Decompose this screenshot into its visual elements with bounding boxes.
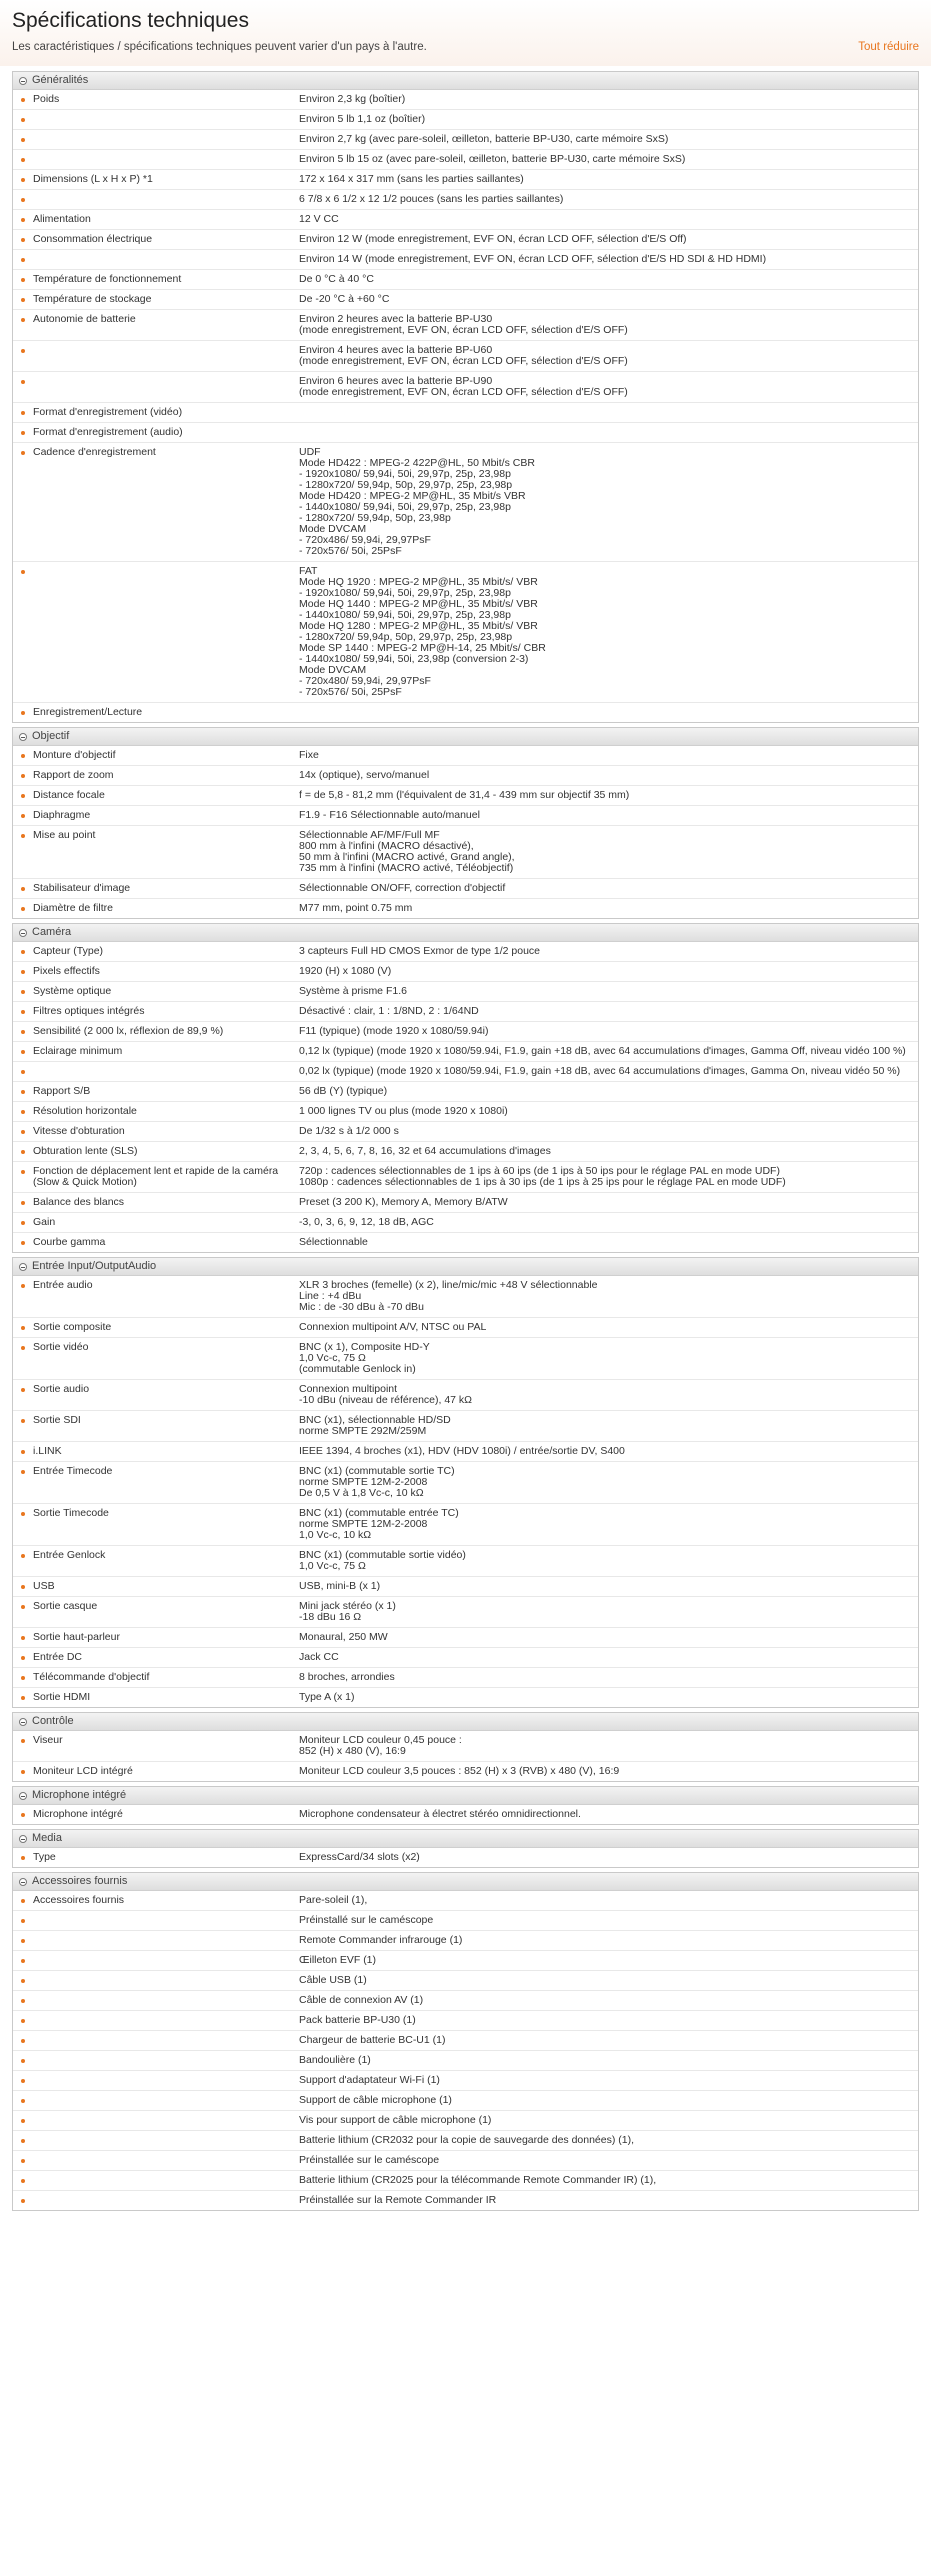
spec-row — [13, 1687, 918, 1707]
spec-row — [13, 746, 918, 765]
spec-section — [12, 1786, 919, 1825]
spec-label: Sensibilité (2 000 lx, réflexion de 89,9 %) — [13, 1022, 297, 1041]
spec-label: Télécommande d'objectif — [13, 1668, 297, 1687]
spec-value: Preset (3 200 K), Memory A, Memory B/ATW — [299, 1196, 508, 1208]
spec-label — [13, 130, 297, 149]
spec-row — [13, 1001, 918, 1021]
section-header[interactable] — [13, 1830, 918, 1848]
collapse-minus-icon[interactable] — [19, 1718, 27, 1726]
section-title: Caméra — [32, 926, 72, 938]
spec-value: 0,12 lx (typique) (mode 1920 x 1080/59.94i, F1.9, gain +18 dB, avec 64 accumulations d'images, Gamma Off, niveau vidéo 100 %) — [299, 1045, 906, 1057]
spec-label: Poids — [13, 90, 297, 109]
spec-label — [13, 110, 297, 129]
spec-label: Consommation électrique — [13, 230, 297, 249]
spec-row — [13, 2070, 918, 2090]
spec-value: Environ 2,7 kg (avec pare-soleil, œilleton, batterie BP-U30, carte mémoire SxS) — [299, 133, 669, 145]
spec-label — [13, 2071, 297, 2090]
collapse-minus-icon[interactable] — [19, 733, 27, 741]
spec-label: Capteur (Type) — [13, 942, 297, 961]
spec-label: Résolution horizontale — [13, 1102, 297, 1121]
spec-value: Batterie lithium (CR2025 pour la télécommande Remote Commander IR) (1), — [299, 2174, 657, 2186]
spec-label — [13, 2151, 297, 2170]
section-title: Media — [32, 1832, 62, 1844]
spec-row — [13, 402, 918, 422]
spec-value: ExpressCard/34 slots (x2) — [299, 1851, 420, 1863]
spec-label: Type — [13, 1848, 297, 1867]
section-body — [13, 1276, 918, 1707]
spec-row — [13, 1061, 918, 1081]
spec-label: Sortie audio — [13, 1380, 297, 1410]
spec-row — [13, 1576, 918, 1596]
spec-label — [13, 1062, 297, 1081]
section-body — [13, 90, 918, 722]
spec-value: Préinstallé sur le caméscope — [299, 1914, 434, 1926]
spec-row — [13, 90, 918, 109]
spec-row — [13, 1101, 918, 1121]
spec-label: Sortie Timecode — [13, 1504, 297, 1545]
spec-value: Système à prisme F1.6 — [299, 985, 407, 997]
spec-row — [13, 1232, 918, 1252]
spec-label: Diaphragme — [13, 806, 297, 825]
section-title: Objectif — [32, 730, 70, 742]
spec-row — [13, 149, 918, 169]
spec-value: 56 dB (Y) (typique) — [299, 1085, 388, 1097]
spec-value: De 0 °C à 40 °C — [299, 273, 374, 285]
spec-value: 14x (optique), servo/manuel — [299, 769, 430, 781]
spec-label — [13, 2131, 297, 2150]
spec-label: Sortie SDI — [13, 1411, 297, 1441]
spec-value: Fixe — [299, 749, 319, 761]
spec-row — [13, 309, 918, 340]
spec-row — [13, 981, 918, 1001]
spec-row — [13, 1970, 918, 1990]
spec-value: De -20 °C à +60 °C — [299, 293, 390, 305]
section-body — [13, 1848, 918, 1867]
spec-label — [13, 2191, 297, 2210]
spec-value: Moniteur LCD couleur 3,5 pouces : 852 (H) x 3 (RVB) x 480 (V), 16:9 — [299, 1765, 620, 1777]
spec-value: F1.9 - F16 Sélectionnable auto/manuel — [299, 809, 480, 821]
spec-row — [13, 1503, 918, 1545]
spec-label: Accessoires fournis — [13, 1891, 297, 1910]
section-header[interactable] — [13, 728, 918, 746]
spec-value: Désactivé : clair, 1 : 1/8ND, 2 : 1/64ND — [299, 1005, 479, 1017]
spec-label: Moniteur LCD intégré — [13, 1762, 297, 1781]
spec-row — [13, 1805, 918, 1824]
spec-value: Environ 12 W (mode enregistrement, EVF ON, écran LCD OFF, sélection d'E/S Off) — [299, 233, 687, 245]
section-title: Microphone intégré — [32, 1789, 127, 1801]
spec-value: Environ 14 W (mode enregistrement, EVF ON, écran LCD OFF, sélection d'E/S HD SDI & HD HDMI) — [299, 253, 767, 265]
spec-label — [13, 2031, 297, 2050]
spec-value: F11 (typique) (mode 1920 x 1080/59.94i) — [299, 1025, 489, 1037]
spec-value: FAT Mode HQ 1920 : MPEG-2 MP@HL, 35 Mbit/s/ VBR - 1920x1080/ 59,94i, 50i, 29,97p, 25p, 23,98p Mode HQ 1440 : MPEG-2 MP@HL, 35 Mbit/s/ VBR - 1440x1080/ 59,94i, 50i, 29,97p, 25p, 23,98p Mode HQ 1280 : MPEG-2 MP@HL, 35 Mbit/s/ VBR - 1280x720/ 59,94p, 50p, 29,97p, 25p, 23,98p Mode SP 1440 : MPEG-2 MP@H-14, 25 Mbit/s/ CBR - 1440x1080/ 59,94i, 50i, 23,98p (conversion 2-3) Mode DVCAM - 720x480/ 59,94i, 29,97PsF - 720x576/ 50i, 25PsF — [299, 565, 546, 698]
spec-value: Bandoulière (1) — [299, 2054, 371, 2066]
spec-label: Vitesse d'obturation — [13, 1122, 297, 1141]
spec-row — [13, 1021, 918, 1041]
spec-value: 3 capteurs Full HD CMOS Exmor de type 1/2 pouce — [299, 945, 541, 957]
spec-value: 8 broches, arrondies — [299, 1671, 395, 1683]
spec-label: Stabilisateur d'image — [13, 879, 297, 898]
spec-label: Sortie vidéo — [13, 1338, 297, 1379]
spec-label: Système optique — [13, 982, 297, 1001]
spec-value: UDF Mode HD422 : MPEG-2 422P@HL, 50 Mbit/s CBR - 1920x1080/ 59,94i, 50i, 29,97p, 25p, 23,98p - 1280x720/ 59,94p, 50p, 29,97p, 25p, 23,98p Mode HD420 : MPEG-2 MP@HL, 35 Mbit/s VBR - 1440x1080/ 59,94i, 50i, 29,97p, 25p, 23,98p - 1280x720/ 59,94p, 50p, 23,98p Mode DVCAM - 720x486/ 59,94i, 29,97PsF - 720x576/ 50i, 25PsF — [299, 446, 535, 557]
spec-value: 6 7/8 x 6 1/2 x 12 1/2 pouces (sans les parties saillantes) — [299, 193, 564, 205]
spec-row — [13, 1379, 918, 1410]
spec-row — [13, 1731, 918, 1761]
spec-row — [13, 1891, 918, 1910]
spec-row — [13, 1192, 918, 1212]
spec-row — [13, 1461, 918, 1503]
spec-value: 1920 (H) x 1080 (V) — [299, 965, 392, 977]
spec-row — [13, 1337, 918, 1379]
spec-value: Préinstallée sur la Remote Commander IR — [299, 2194, 497, 2206]
spec-row — [13, 129, 918, 149]
section-header[interactable] — [13, 72, 918, 90]
spec-label: Eclairage minimum — [13, 1042, 297, 1061]
spec-value: BNC (x1) (commutable sortie vidéo) 1,0 Vc-c, 75 Ω — [299, 1549, 466, 1572]
spec-label: Pixels effectifs — [13, 962, 297, 981]
spec-row — [13, 340, 918, 371]
section-title: Contrôle — [32, 1715, 74, 1727]
spec-value: Environ 5 lb 1,1 oz (boîtier) — [299, 113, 426, 125]
spec-value: Jack CC — [299, 1651, 339, 1663]
spec-section — [12, 1829, 919, 1868]
collapse-minus-icon[interactable] — [19, 77, 27, 85]
spec-row — [13, 1848, 918, 1867]
spec-value: Œilleton EVF (1) — [299, 1954, 377, 1966]
spec-row — [13, 1930, 918, 1950]
spec-row — [13, 1441, 918, 1461]
spec-label: Courbe gamma — [13, 1233, 297, 1252]
spec-label: Monture d'objectif — [13, 746, 297, 765]
spec-label — [13, 2011, 297, 2030]
spec-section — [12, 727, 919, 919]
spec-row — [13, 942, 918, 961]
spec-row — [13, 2110, 918, 2130]
section-header[interactable] — [13, 924, 918, 942]
spec-row — [13, 825, 918, 878]
spec-value: 720p : cadences sélectionnables de 1 ips à 60 ips (de 1 ips à 50 ips pour le réglage PAL en mode UDF) 1080p : cadences sélectionnables de 1 ips à 30 ips (de 1 ips à 25 ips pour le réglage PAL en mode UDF) — [299, 1165, 786, 1188]
collapse-minus-icon[interactable] — [19, 1792, 27, 1800]
spec-label: Microphone intégré — [13, 1805, 297, 1824]
spec-row — [13, 961, 918, 981]
section-title: Accessoires fournis — [32, 1875, 128, 1887]
spec-value: Environ 6 heures avec la batterie BP-U90 (mode enregistrement, EVF ON, écran LCD OFF, sélection d'E/S OFF) — [299, 375, 628, 398]
spec-label: Température de fonctionnement — [13, 270, 297, 289]
spec-row — [13, 2010, 918, 2030]
spec-row — [13, 1545, 918, 1576]
spec-label: Enregistrement/Lecture — [13, 703, 297, 722]
collapse-minus-icon[interactable] — [19, 1835, 27, 1843]
spec-value: BNC (x 1), Composite HD-Y 1,0 Vc-c, 75 Ω (commutable Genlock in) — [299, 1341, 430, 1375]
collapse-minus-icon[interactable] — [19, 1263, 27, 1271]
spec-value: Support de câble microphone (1) — [299, 2094, 452, 2106]
section-body — [13, 1731, 918, 1781]
spec-value: Type A (x 1) — [299, 1691, 355, 1703]
spec-value: Préinstallée sur le caméscope — [299, 2154, 440, 2166]
spec-label: Fonction de déplacement lent et rapide de la caméra (Slow & Quick Motion) — [13, 1162, 297, 1192]
spec-label: Balance des blancs — [13, 1193, 297, 1212]
spec-row — [13, 1317, 918, 1337]
spec-label: Viseur — [13, 1731, 297, 1761]
spec-value: Câble de connexion AV (1) — [299, 1994, 424, 2006]
spec-label: Autonomie de batterie — [13, 310, 297, 340]
spec-value: Microphone condensateur à électret stéréo omnidirectionnel. — [299, 1808, 581, 1820]
spec-row — [13, 1647, 918, 1667]
spec-row — [13, 189, 918, 209]
spec-row — [13, 1141, 918, 1161]
spec-value: Connexion multipoint -10 dBu (niveau de référence), 47 kΩ — [299, 1383, 473, 1406]
spec-label: Distance focale — [13, 786, 297, 805]
spec-section — [12, 71, 919, 723]
spec-section — [12, 923, 919, 1253]
spec-value: 172 x 164 x 317 mm (sans les parties saillantes) — [299, 173, 524, 185]
spec-label — [13, 2171, 297, 2190]
spec-value: -3, 0, 3, 6, 9, 12, 18 dB, AGC — [299, 1216, 434, 1228]
spec-value: Mini jack stéréo (x 1) -18 dBu 16 Ω — [299, 1600, 396, 1623]
section-body — [13, 746, 918, 918]
spec-label: Filtres optiques intégrés — [13, 1002, 297, 1021]
spec-row — [13, 2050, 918, 2070]
spec-value: Sélectionnable ON/OFF, correction d'objectif — [299, 882, 506, 894]
spec-value: Pare-soleil (1), — [299, 1894, 368, 1906]
spec-label — [13, 2111, 297, 2130]
spec-label — [13, 190, 297, 209]
spec-label: Obturation lente (SLS) — [13, 1142, 297, 1161]
spec-section — [12, 1257, 919, 1708]
spec-label: Format d'enregistrement (vidéo) — [13, 403, 297, 422]
section-header[interactable] — [13, 1787, 918, 1805]
spec-label — [13, 2091, 297, 2110]
section-body — [13, 1891, 918, 2210]
spec-label: Sortie HDMI — [13, 1688, 297, 1707]
spec-value: Sélectionnable — [299, 1236, 368, 1248]
spec-row — [13, 249, 918, 269]
spec-row — [13, 1950, 918, 1970]
spec-label: USB — [13, 1577, 297, 1596]
spec-value: 2, 3, 4, 5, 6, 7, 8, 16, 32 et 64 accumulations d'images — [299, 1145, 551, 1157]
spec-row — [13, 209, 918, 229]
spec-row — [13, 269, 918, 289]
spec-label: Gain — [13, 1213, 297, 1232]
section-header[interactable] — [13, 1873, 918, 1891]
spec-label — [13, 341, 297, 371]
spec-row — [13, 1276, 918, 1317]
spec-row — [13, 1990, 918, 2010]
spec-label — [13, 150, 297, 169]
header-subline — [12, 40, 919, 56]
spec-row — [13, 422, 918, 442]
section-body — [13, 942, 918, 1252]
spec-row — [13, 765, 918, 785]
spec-row — [13, 1761, 918, 1781]
spec-row — [13, 109, 918, 129]
spec-row — [13, 2170, 918, 2190]
section-header[interactable] — [13, 1713, 918, 1731]
spec-value: Environ 2 heures avec la batterie BP-U30 (mode enregistrement, EVF ON, écran LCD OFF, sélection d'E/S OFF) — [299, 313, 628, 336]
spec-row — [13, 2130, 918, 2150]
spec-row — [13, 289, 918, 309]
spec-value: Connexion multipoint A/V, NTSC ou PAL — [299, 1321, 487, 1333]
spec-label: Sortie composite — [13, 1318, 297, 1337]
spec-value: Environ 4 heures avec la batterie BP-U60 (mode enregistrement, EVF ON, écran LCD OFF, sélection d'E/S OFF) — [299, 344, 628, 367]
spec-label — [13, 1911, 297, 1930]
spec-label: Sortie casque — [13, 1597, 297, 1627]
spec-row — [13, 1627, 918, 1647]
spec-label: Rapport de zoom — [13, 766, 297, 785]
spec-value: f = de 5,8 - 81,2 mm (l'équivalent de 31,4 - 439 mm sur objectif 35 mm) — [299, 789, 630, 801]
spec-value: Sélectionnable AF/MF/Full MF 800 mm à l'infini (MACRO désactivé), 50 mm à l'infini (MACRO activé, Grand angle), 735 mm à l'infini (MACRO activé, Téléobjectif) — [299, 829, 515, 874]
spec-label: Entrée Timecode — [13, 1462, 297, 1503]
spec-sections — [12, 71, 919, 2211]
spec-value: M77 mm, point 0.75 mm — [299, 902, 413, 914]
spec-row — [13, 1910, 918, 1930]
spec-label: Dimensions (L x H x P) *1 — [13, 170, 297, 189]
page-title: Spécifications techniques — [12, 9, 249, 32]
spec-value: Chargeur de batterie BC-U1 (1) — [299, 2034, 446, 2046]
spec-value: Remote Commander infrarouge (1) — [299, 1934, 463, 1946]
collapse-minus-icon[interactable] — [19, 929, 27, 937]
spec-row — [13, 785, 918, 805]
spec-label — [13, 2051, 297, 2070]
spec-row — [13, 442, 918, 561]
section-title: Généralités — [32, 74, 89, 86]
spec-value: Moniteur LCD couleur 0,45 pouce : 852 (H) x 480 (V), 16:9 — [299, 1734, 462, 1757]
section-header[interactable] — [13, 1258, 918, 1276]
spec-label — [13, 1931, 297, 1950]
section-body — [13, 1805, 918, 1824]
spec-row — [13, 2150, 918, 2170]
spec-label: Entrée Genlock — [13, 1546, 297, 1576]
spec-value — [297, 703, 918, 722]
spec-value: BNC (x1), sélectionnable HD/SD norme SMPTE 292M/259M — [299, 1414, 451, 1437]
spec-row — [13, 1596, 918, 1627]
spec-section — [12, 1712, 919, 1782]
spec-value: BNC (x1) (commutable entrée TC) norme SMPTE 12M-2-2008 1,0 Vc-c, 10 kΩ — [299, 1507, 459, 1541]
spec-value: BNC (x1) (commutable sortie TC) norme SMPTE 12M-2-2008 De 0,5 V à 1,8 Vc-c, 10 kΩ — [299, 1465, 455, 1499]
spec-row — [13, 1212, 918, 1232]
spec-row — [13, 2090, 918, 2110]
spec-label: i.LINK — [13, 1442, 297, 1461]
spec-label: Cadence d'enregistrement — [13, 443, 297, 561]
spec-value: 12 V CC — [299, 213, 339, 225]
spec-label: Alimentation — [13, 210, 297, 229]
spec-value: 1 000 lignes TV ou plus (mode 1920 x 1080i) — [299, 1105, 508, 1117]
spec-section — [12, 1872, 919, 2211]
spec-value — [297, 403, 918, 422]
spec-label: Température de stockage — [13, 290, 297, 309]
spec-label — [13, 562, 297, 702]
spec-value: XLR 3 broches (femelle) (x 2), line/mic/mic +48 V sélectionnable Line : +4 dBu Mic : de -30 dBu à -70 dBu — [299, 1279, 598, 1313]
collapse-minus-icon[interactable] — [19, 1878, 27, 1886]
spec-row — [13, 1121, 918, 1141]
spec-value: De 1/32 s à 1/2 000 s — [299, 1125, 399, 1137]
spec-value: 0,02 lx (typique) (mode 1920 x 1080/59.94i, F1.9, gain +18 dB, avec 64 accumulations d'images, Gamma On, niveau vidéo 50 %) — [299, 1065, 901, 1077]
spec-label: Mise au point — [13, 826, 297, 878]
section-title: Entrée Input/OutputAudio — [32, 1260, 157, 1272]
spec-row — [13, 878, 918, 898]
spec-row — [13, 2030, 918, 2050]
spec-row — [13, 1041, 918, 1061]
spec-row — [13, 561, 918, 702]
spec-row — [13, 1161, 918, 1192]
spec-label: Rapport S/B — [13, 1082, 297, 1101]
spec-row — [13, 2190, 918, 2210]
spec-label: Format d'enregistrement (audio) — [13, 423, 297, 442]
spec-row — [13, 805, 918, 825]
spec-label — [13, 1971, 297, 1990]
spec-value: Support d'adaptateur Wi-Fi (1) — [299, 2074, 440, 2086]
spec-value: Environ 2,3 kg (boîtier) — [299, 93, 406, 105]
spec-label: Entrée audio — [13, 1276, 297, 1317]
spec-value: Batterie lithium (CR2032 pour la copie de sauvegarde des données) (1), — [299, 2134, 635, 2146]
spec-row — [13, 371, 918, 402]
spec-value: IEEE 1394, 4 broches (x1), HDV (HDV 1080i) / entrée/sortie DV, S400 — [299, 1445, 625, 1457]
spec-label: Diamètre de filtre — [13, 899, 297, 918]
spec-label: Sortie haut-parleur — [13, 1628, 297, 1647]
spec-value: Environ 5 lb 15 oz (avec pare-soleil, œilleton, batterie BP-U30, carte mémoire SxS) — [299, 153, 686, 165]
spec-row — [13, 702, 918, 722]
spec-label — [13, 372, 297, 402]
spec-label — [13, 1991, 297, 2010]
spec-row — [13, 1410, 918, 1441]
spec-value: Pack batterie BP-U30 (1) — [299, 2014, 416, 2026]
spec-row — [13, 898, 918, 918]
spec-value: Câble USB (1) — [299, 1974, 367, 1986]
spec-value: Monaural, 250 MW — [299, 1631, 388, 1643]
spec-value: USB, mini-B (x 1) — [299, 1580, 381, 1592]
disclaimer-note: Les caractéristiques / spécifications techniques peuvent varier d'un pays à l'autre. — [12, 41, 427, 53]
spec-row — [13, 1667, 918, 1687]
spec-value: Vis pour support de câble microphone (1) — [299, 2114, 492, 2126]
spec-row — [13, 229, 918, 249]
spec-row — [13, 1081, 918, 1101]
spec-label: Entrée DC — [13, 1648, 297, 1667]
spec-label — [13, 1951, 297, 1970]
spec-row — [13, 169, 918, 189]
spec-label — [13, 250, 297, 269]
collapse-all-link[interactable]: Tout réduire — [858, 41, 919, 53]
spec-value — [297, 423, 918, 442]
